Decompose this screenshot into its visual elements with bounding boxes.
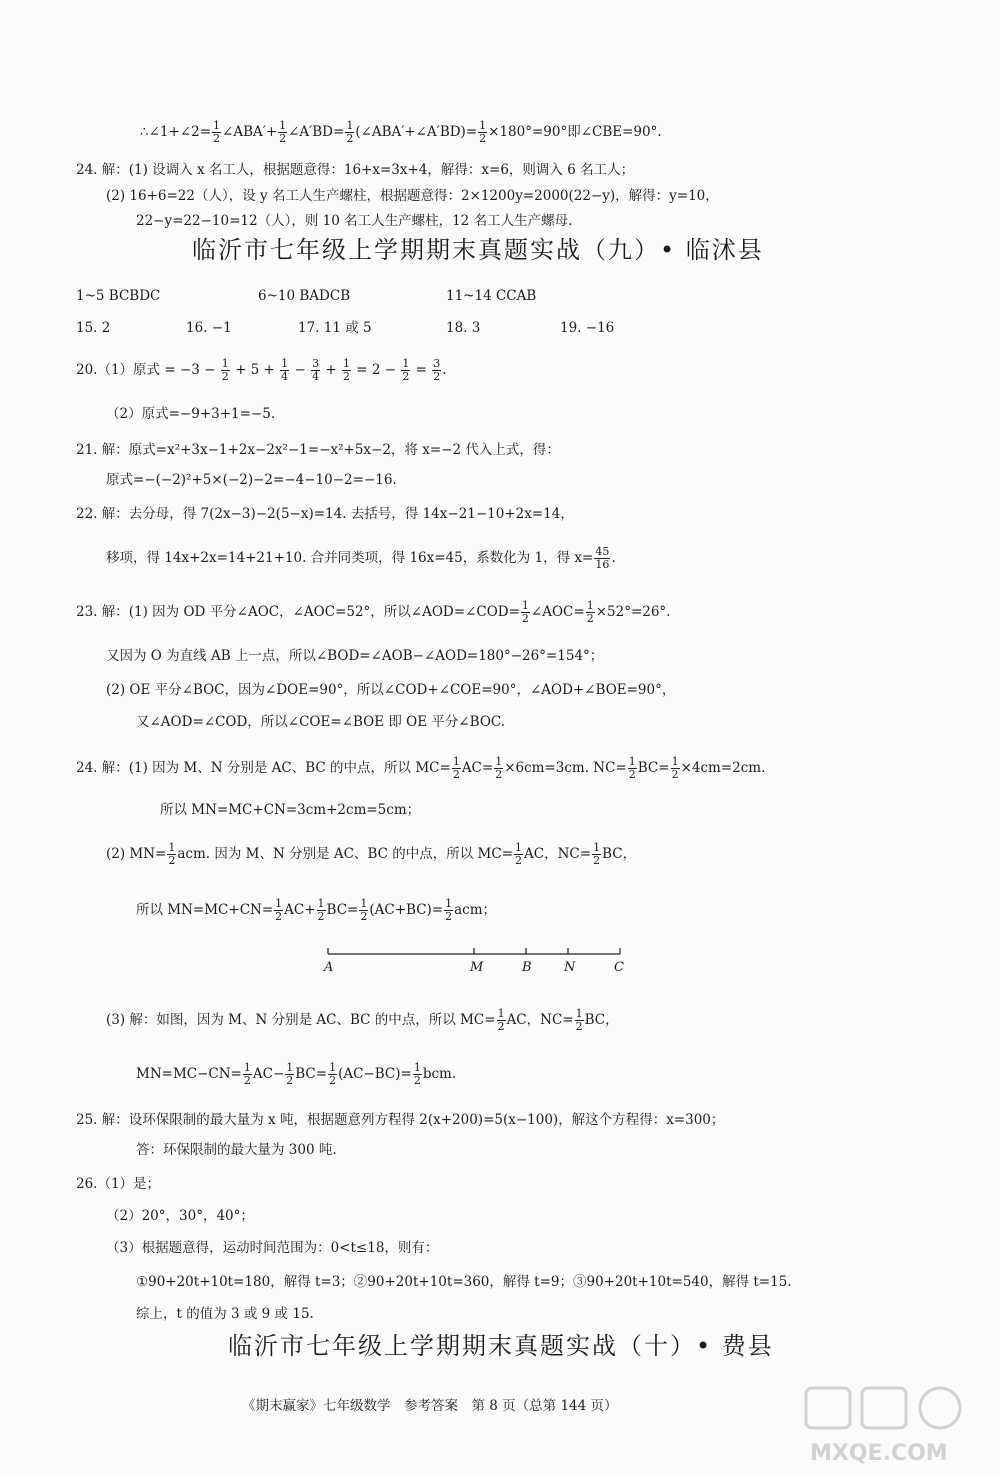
numerator: 1 bbox=[275, 897, 283, 910]
section-heading-next: 临沂市七年级上学期期末真题实战（十）• 费县 bbox=[228, 1332, 774, 1360]
answer-19: 19. −16 bbox=[560, 320, 615, 336]
answer-23-b: 又因为 O 为直线 AB 上一点，所以∠BOD=∠AOB−∠AOD=180°−26°=154°； bbox=[106, 648, 604, 664]
answer-26-3: （3）根据题意得，运动时间范围为：0<t≤18，则有： bbox=[106, 1240, 439, 1256]
denominator: 2 bbox=[329, 1074, 337, 1087]
text: BC， bbox=[602, 846, 637, 862]
text: BC= bbox=[295, 1066, 328, 1082]
denominator: 2 bbox=[495, 768, 503, 781]
label-A: A bbox=[324, 960, 334, 975]
text: ∠ABA′+ bbox=[222, 124, 278, 140]
answer-23-d: 又∠AOD=∠COD，所以∠COE=∠BOE 即 OE 平分∠BOC. bbox=[136, 714, 506, 730]
answer-24-1-line bbox=[76, 756, 765, 781]
numerator: 1 bbox=[445, 897, 453, 910]
text: AC− bbox=[252, 1066, 285, 1082]
denominator: 2 bbox=[521, 612, 529, 625]
label-N: N bbox=[564, 960, 576, 975]
denominator: 2 bbox=[286, 1074, 294, 1087]
numerator: 1 bbox=[575, 1007, 583, 1020]
answer-24-2: (2) 16+6=22（人），设 y 名工人生产螺柱，根据题意得：2×1200y=2000(22−y)，解得：y=10， bbox=[106, 188, 719, 204]
answer-26-3-cases: ①90+20t+10t=180，解得 t=3；②90+20t+10t=360，解得 t=9；③90+20t+10t=540，解得 t=15. bbox=[136, 1274, 792, 1290]
label-C: C bbox=[614, 960, 624, 975]
answer-23-a bbox=[76, 600, 670, 625]
numerator: 1 bbox=[329, 1061, 337, 1074]
numerator: 1 bbox=[497, 1007, 505, 1020]
fraction bbox=[444, 898, 453, 923]
text: MN=MC−CN= bbox=[136, 1066, 242, 1082]
fraction bbox=[285, 1062, 294, 1087]
text: − bbox=[294, 362, 306, 378]
fraction bbox=[452, 756, 461, 781]
answer-16: 16. −1 bbox=[186, 320, 232, 336]
text: . bbox=[611, 550, 616, 566]
text: BC， bbox=[584, 1012, 619, 1028]
denominator: 2 bbox=[213, 132, 221, 145]
answer-25-a: 25. 解：设环保限制的最大量为 x 吨，根据题意列方程得 2(x+200)=5(x−100)，解这个方程得：x=300； bbox=[76, 1112, 725, 1128]
numerator: 1 bbox=[495, 755, 503, 768]
text: ∠A′BD= bbox=[288, 124, 345, 140]
text: acm. 因为 M、N 分别是 AC、BC 的中点，所以 MC= bbox=[177, 846, 514, 862]
fraction bbox=[521, 600, 530, 625]
fraction bbox=[514, 842, 523, 867]
denominator: 2 bbox=[346, 132, 354, 145]
answer-24-3-a bbox=[106, 1008, 619, 1033]
denominator: 2 bbox=[515, 854, 523, 867]
text: . bbox=[442, 362, 447, 378]
fraction bbox=[401, 358, 410, 383]
text: AC，NC= bbox=[506, 1012, 574, 1028]
numerator: 1 bbox=[628, 755, 636, 768]
text: (2) MN= bbox=[106, 846, 167, 862]
text: = bbox=[415, 362, 427, 378]
answer-11-14: 11~14 CCAB bbox=[446, 288, 537, 304]
fraction bbox=[494, 756, 503, 781]
numerator: 1 bbox=[281, 357, 289, 370]
svg-text:MXQE.COM: MXQE.COM bbox=[810, 1441, 948, 1466]
numerator: 1 bbox=[360, 897, 368, 910]
fraction bbox=[317, 898, 326, 923]
numerator: 1 bbox=[413, 1061, 421, 1074]
section-heading: 临沂市七年级上学期期末真题实战（九）• 临沭县 bbox=[192, 236, 764, 264]
text: ∴∠1+∠2= bbox=[140, 124, 212, 140]
denominator: 2 bbox=[275, 910, 283, 923]
text: + bbox=[325, 362, 337, 378]
text: 所以 MN=MC+CN= bbox=[136, 902, 274, 918]
denominator: 2 bbox=[360, 910, 368, 923]
fraction bbox=[413, 1062, 422, 1087]
numerator: 1 bbox=[221, 357, 229, 370]
denominator: 2 bbox=[445, 910, 453, 923]
fraction bbox=[594, 546, 610, 571]
text: ∠AOC= bbox=[530, 604, 585, 620]
fraction bbox=[586, 600, 595, 625]
answer-21-b: 原式=−(−2)²+5×(−2)−2=−4−10−2=−16. bbox=[106, 472, 397, 488]
denominator: 2 bbox=[342, 370, 350, 383]
numerator: 1 bbox=[515, 841, 523, 854]
fraction bbox=[278, 120, 287, 145]
denominator: 4 bbox=[312, 370, 320, 383]
fraction bbox=[274, 898, 283, 923]
text: AC，NC= bbox=[524, 846, 592, 862]
denominator: 2 bbox=[433, 370, 441, 383]
numerator: 1 bbox=[593, 841, 601, 854]
answer-24-1-b: 所以 MN=MC+CN=3cm+2cm=5cm； bbox=[160, 802, 421, 818]
text: ×6cm=3cm. NC= bbox=[504, 760, 627, 776]
answer-22-a: 22. 解：去分母，得 7(2x−3)−2(5−x)=14. 去括号，得 14x−21−10+2x=14， bbox=[76, 506, 574, 522]
text: acm； bbox=[454, 902, 497, 918]
numerator: 1 bbox=[279, 119, 287, 132]
text: 23. 解：(1) 因为 OD 平分∠AOC，∠AOC=52°，所以∠AOD=∠COD= bbox=[76, 604, 520, 620]
denominator: 2 bbox=[479, 132, 487, 145]
answer-24-2b: 22−y=22−10=12（人），则 10 名工人生产螺柱，12 名工人生产螺母. bbox=[136, 213, 573, 229]
text: ×52°=26°. bbox=[595, 604, 671, 620]
denominator: 4 bbox=[281, 370, 289, 383]
segment-figure bbox=[320, 944, 630, 980]
numerator: 45 bbox=[595, 545, 610, 558]
answer-15: 15. 2 bbox=[76, 320, 111, 336]
page-footer: 《期末赢家》七年级数学 参考答案 第 8 页（总第 144 页） bbox=[242, 1398, 618, 1414]
watermark-logo bbox=[800, 1380, 980, 1470]
fraction bbox=[575, 1008, 584, 1033]
denominator: 2 bbox=[413, 1074, 421, 1087]
fraction bbox=[359, 898, 368, 923]
answer-24-2-line bbox=[106, 842, 636, 867]
numerator: 1 bbox=[586, 599, 594, 612]
denominator: 2 bbox=[586, 612, 594, 625]
watermark-icon bbox=[800, 1380, 980, 1470]
text: ×4cm=2cm. bbox=[680, 760, 766, 776]
answer-22-b bbox=[106, 546, 616, 571]
answer-23-c: (2) OE 平分∠BOC，因为∠DOE=90°，所以∠COD+∠COE=90°，∠AOD+∠BOE=90°， bbox=[106, 682, 676, 698]
fraction bbox=[342, 358, 351, 383]
numerator: 1 bbox=[286, 1061, 294, 1074]
fraction bbox=[243, 1062, 252, 1087]
denominator: 2 bbox=[575, 1020, 583, 1033]
text: 20.（1）原式 = −3 − bbox=[76, 362, 216, 378]
proof-conclusion-line bbox=[140, 120, 662, 145]
denominator: 2 bbox=[279, 132, 287, 145]
text: (AC+BC)= bbox=[369, 902, 444, 918]
fraction bbox=[328, 1062, 337, 1087]
answer-6-10: 6~10 BADCB bbox=[258, 288, 351, 304]
answer-24-1: 24. 解：(1) 设调入 x 名工人，根据题意得：16+x=3x+4，解得：x=6，则调入 6 名工人； bbox=[76, 162, 635, 178]
label-M: M bbox=[470, 960, 484, 975]
numerator: 3 bbox=[433, 357, 441, 370]
text: AC+ bbox=[284, 902, 316, 918]
numerator: 1 bbox=[521, 599, 529, 612]
denominator: 2 bbox=[497, 1020, 505, 1033]
numerator: 1 bbox=[168, 841, 176, 854]
text: 移项，得 14x+2x=14+21+10. 合并同类项，得 16x=45，系数化为 1，得 x= bbox=[106, 550, 594, 566]
fraction bbox=[497, 1008, 506, 1033]
text: (AC−BC)= bbox=[338, 1066, 412, 1082]
answer-26-3-conclusion: 综上，t 的值为 3 或 9 或 15. bbox=[136, 1306, 314, 1322]
answer-21-a: 21. 解：原式=x²+3x−1+2x−2x²−1=−x²+5x−2，将 x=−2 代入上式，得： bbox=[76, 442, 560, 458]
fraction bbox=[212, 120, 221, 145]
fraction bbox=[345, 120, 354, 145]
fraction bbox=[628, 756, 637, 781]
answer-26-2: （2）20°，30°，40°； bbox=[106, 1208, 254, 1224]
fraction bbox=[432, 358, 441, 383]
denominator: 2 bbox=[593, 854, 601, 867]
denominator: 2 bbox=[402, 370, 410, 383]
denominator: 2 bbox=[317, 910, 325, 923]
answer-24-2-b bbox=[136, 898, 496, 923]
answer-17: 17. 11 或 5 bbox=[298, 320, 372, 336]
label-B: B bbox=[522, 960, 532, 975]
fraction bbox=[280, 358, 289, 383]
fraction bbox=[311, 358, 320, 383]
numerator: 1 bbox=[342, 357, 350, 370]
answer-26-1: 26.（1）是； bbox=[76, 1176, 161, 1192]
fraction bbox=[478, 120, 487, 145]
answer-20-1 bbox=[76, 358, 447, 383]
text: ×180°=90°即∠CBE=90°. bbox=[488, 124, 662, 140]
numerator: 1 bbox=[346, 119, 354, 132]
text: BC= bbox=[637, 760, 670, 776]
numerator: 1 bbox=[317, 897, 325, 910]
fraction bbox=[221, 358, 230, 383]
numerator: 1 bbox=[479, 119, 487, 132]
text: (∠ABA′+∠A′BD)= bbox=[355, 124, 478, 140]
answer-25-b: 答：环保限制的最大量为 300 吨. bbox=[136, 1142, 337, 1158]
answer-24-3-b bbox=[136, 1062, 456, 1087]
fraction bbox=[592, 842, 601, 867]
answer-18: 18. 3 bbox=[446, 320, 481, 336]
text: = 2 − bbox=[356, 362, 397, 378]
denominator: 2 bbox=[168, 854, 176, 867]
denominator: 2 bbox=[243, 1074, 251, 1087]
text: (3) 解：如图，因为 M、N 分别是 AC、BC 的中点，所以 MC= bbox=[106, 1012, 496, 1028]
numerator: 1 bbox=[213, 119, 221, 132]
fraction bbox=[671, 756, 680, 781]
numerator: 3 bbox=[312, 357, 320, 370]
numerator: 1 bbox=[671, 755, 679, 768]
denominator: 16 bbox=[595, 558, 610, 571]
answer-20-2: （2）原式=−9+3+1=−5. bbox=[106, 406, 276, 422]
numerator: 1 bbox=[243, 1061, 251, 1074]
text: AC= bbox=[461, 760, 494, 776]
denominator: 2 bbox=[671, 768, 679, 781]
text: 24. 解：(1) 因为 M、N 分别是 AC、BC 的中点，所以 MC= bbox=[76, 760, 451, 776]
text: BC= bbox=[326, 902, 359, 918]
denominator: 2 bbox=[221, 370, 229, 383]
text: bcm. bbox=[422, 1066, 457, 1082]
denominator: 2 bbox=[628, 768, 636, 781]
numerator: 1 bbox=[452, 755, 460, 768]
text: + 5 + bbox=[235, 362, 275, 378]
fraction bbox=[167, 842, 176, 867]
answer-1-5: 1~5 BCBDC bbox=[76, 288, 161, 304]
numerator: 1 bbox=[402, 357, 410, 370]
denominator: 2 bbox=[452, 768, 460, 781]
